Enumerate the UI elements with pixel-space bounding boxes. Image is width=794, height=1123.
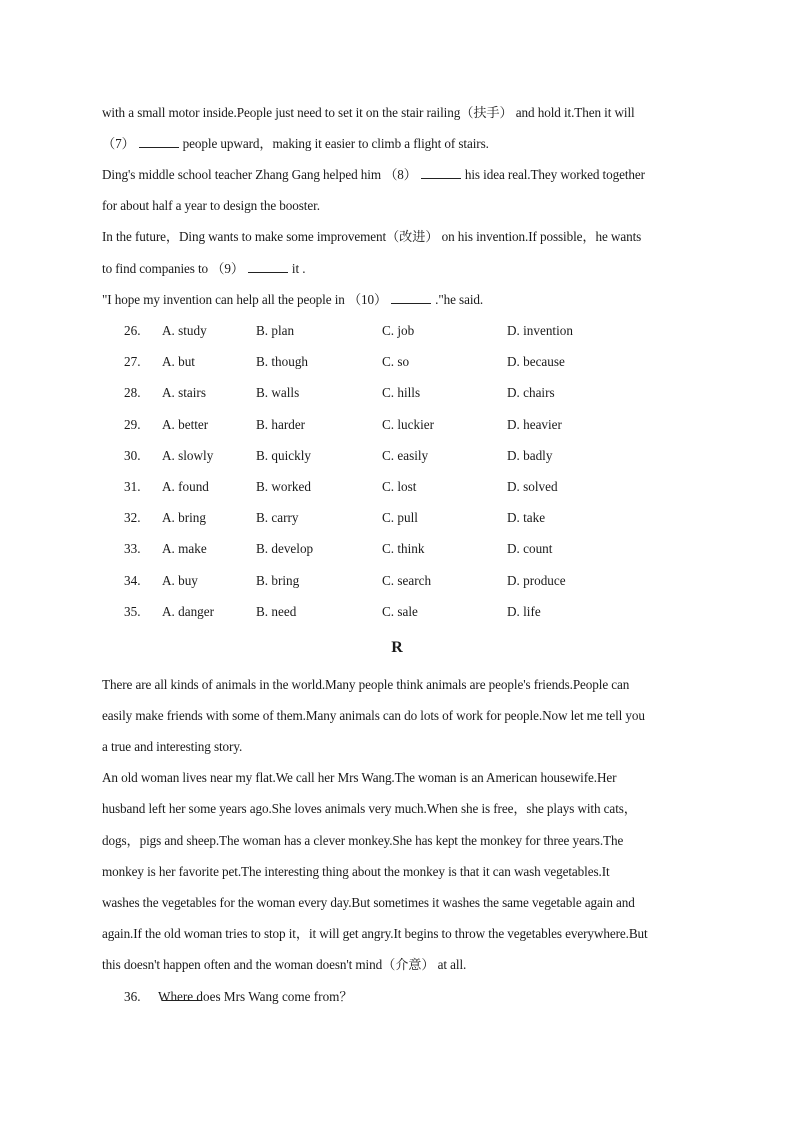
passage-text: to find companies to （9）: [102, 261, 244, 276]
option-a[interactable]: A. found: [162, 479, 209, 494]
option-d[interactable]: D. count: [507, 541, 553, 556]
passage-line: a true and interesting story.: [102, 739, 243, 754]
option-b[interactable]: B. plan: [256, 323, 295, 338]
option-d[interactable]: D. chairs: [507, 385, 555, 400]
option-b[interactable]: B. walls: [256, 385, 300, 400]
option-a[interactable]: A. stairs: [162, 385, 206, 400]
answer-blank-9[interactable]: [248, 260, 288, 273]
passage-line: monkey is her favorite pet.The interesting thing about the monkey is that it can wash vegetables.It: [102, 864, 610, 879]
question-number: 33.: [124, 541, 141, 556]
option-c[interactable]: C. lost: [382, 479, 417, 494]
option-d[interactable]: D. because: [507, 354, 565, 369]
option-a[interactable]: A. slowly: [162, 448, 214, 463]
option-b[interactable]: B. bring: [256, 573, 300, 588]
question-number: 26.: [124, 323, 141, 338]
option-d[interactable]: D. invention: [507, 323, 573, 338]
option-d[interactable]: D. produce: [507, 573, 566, 588]
passage-line: this doesn't happen often and the woman doesn't mind（介意） at all.: [102, 957, 467, 972]
answer-blank-8[interactable]: [421, 166, 461, 179]
option-c[interactable]: C. easily: [382, 448, 429, 463]
option-a[interactable]: A. bring: [162, 510, 206, 525]
passage-line: dogs，pigs and sheep.The woman has a clever monkey.She has kept the monkey for three years.The: [102, 833, 624, 848]
passage-line: [102, 260, 702, 278]
passage-line: An old woman lives near my flat.We call her Mrs Wang.The woman is an American housewife.Her: [102, 770, 617, 785]
passage-text: ."he said.: [435, 292, 484, 307]
option-b[interactable]: B. need: [256, 604, 297, 619]
option-c[interactable]: C. so: [382, 354, 410, 369]
passage-line: There are all kinds of animals in the world.Many people think animals are people's friends.People can: [102, 677, 630, 692]
option-a[interactable]: A. better: [162, 417, 209, 432]
option-d[interactable]: D. heavier: [507, 417, 562, 432]
option-a[interactable]: A. make: [162, 541, 207, 556]
question-number: 27.: [124, 354, 141, 369]
option-c[interactable]: C. luckier: [382, 417, 435, 432]
answer-blank-36[interactable]: [162, 988, 202, 1001]
passage-line: [102, 135, 702, 153]
option-b[interactable]: B. develop: [256, 541, 314, 556]
question-number: 32.: [124, 510, 141, 525]
option-c[interactable]: C. sale: [382, 604, 418, 619]
passage-line: again.If the old woman tries to stop it，it will get angry.It begins to throw the vegetables everywhere.But: [102, 926, 648, 941]
option-c[interactable]: C. job: [382, 323, 415, 338]
option-d[interactable]: D. take: [507, 510, 546, 525]
option-c[interactable]: C. pull: [382, 510, 418, 525]
question-number: 35.: [124, 604, 141, 619]
answer-blank-7[interactable]: [139, 135, 179, 148]
option-a[interactable]: A. but: [162, 354, 195, 369]
option-b[interactable]: B. harder: [256, 417, 306, 432]
question-number: 34.: [124, 573, 141, 588]
option-b[interactable]: B. carry: [256, 510, 299, 525]
blank-number: （7）: [102, 136, 135, 151]
option-d[interactable]: D. badly: [507, 448, 553, 463]
passage-line: with a small motor inside.People just need to set it on the stair railing（扶手） and hold it.Then it will: [102, 105, 635, 120]
question-number: 31.: [124, 479, 141, 494]
option-c[interactable]: C. think: [382, 541, 425, 556]
option-d[interactable]: D. life: [507, 604, 541, 619]
question-number: 30.: [124, 448, 141, 463]
question-number: 28.: [124, 385, 141, 400]
passage-line: In the future，Ding wants to make some improvement（改进） on his invention.If possible，he wants: [102, 229, 642, 244]
option-c[interactable]: C. search: [382, 573, 432, 588]
option-c[interactable]: C. hills: [382, 385, 421, 400]
passage-text: "I hope my invention can help all the people in （10）: [102, 292, 388, 307]
question-number: 36.: [124, 989, 141, 1004]
passage-line: washes the vegetables for the woman every day.But sometimes it washes the same vegetable again and: [102, 895, 635, 910]
question-36-text: Where does Mrs Wang come from？: [158, 989, 353, 1004]
passage-line: for about half a year to design the booster.: [102, 198, 320, 213]
passage-line: easily make friends with some of them.Many animals can do lots of work for people.Now let me tell you: [102, 708, 645, 723]
passage-text: people upward，making it easier to climb a flight of stairs.: [182, 136, 489, 151]
answer-blank-10[interactable]: [391, 291, 431, 304]
question-number: 29.: [124, 417, 141, 432]
passage-text: his idea real.They worked together: [464, 167, 645, 182]
passage-line: husband left her some years ago.She loves animals very much.When she is free，she plays with cats，: [102, 801, 637, 816]
option-d[interactable]: D. solved: [507, 479, 558, 494]
option-a[interactable]: A. danger: [162, 604, 214, 619]
passage-line: [102, 291, 702, 309]
option-a[interactable]: A. buy: [162, 573, 198, 588]
passage-text: it .: [291, 261, 306, 276]
option-b[interactable]: B. quickly: [256, 448, 311, 463]
option-b[interactable]: B. though: [256, 354, 309, 369]
option-a[interactable]: A. study: [162, 323, 207, 338]
question-36: [124, 988, 524, 1006]
option-b[interactable]: B. worked: [256, 479, 311, 494]
passage-text: Ding's middle school teacher Zhang Gang helped him （8）: [102, 167, 417, 182]
passage-line: [102, 166, 702, 184]
section-title: R: [391, 639, 403, 656]
